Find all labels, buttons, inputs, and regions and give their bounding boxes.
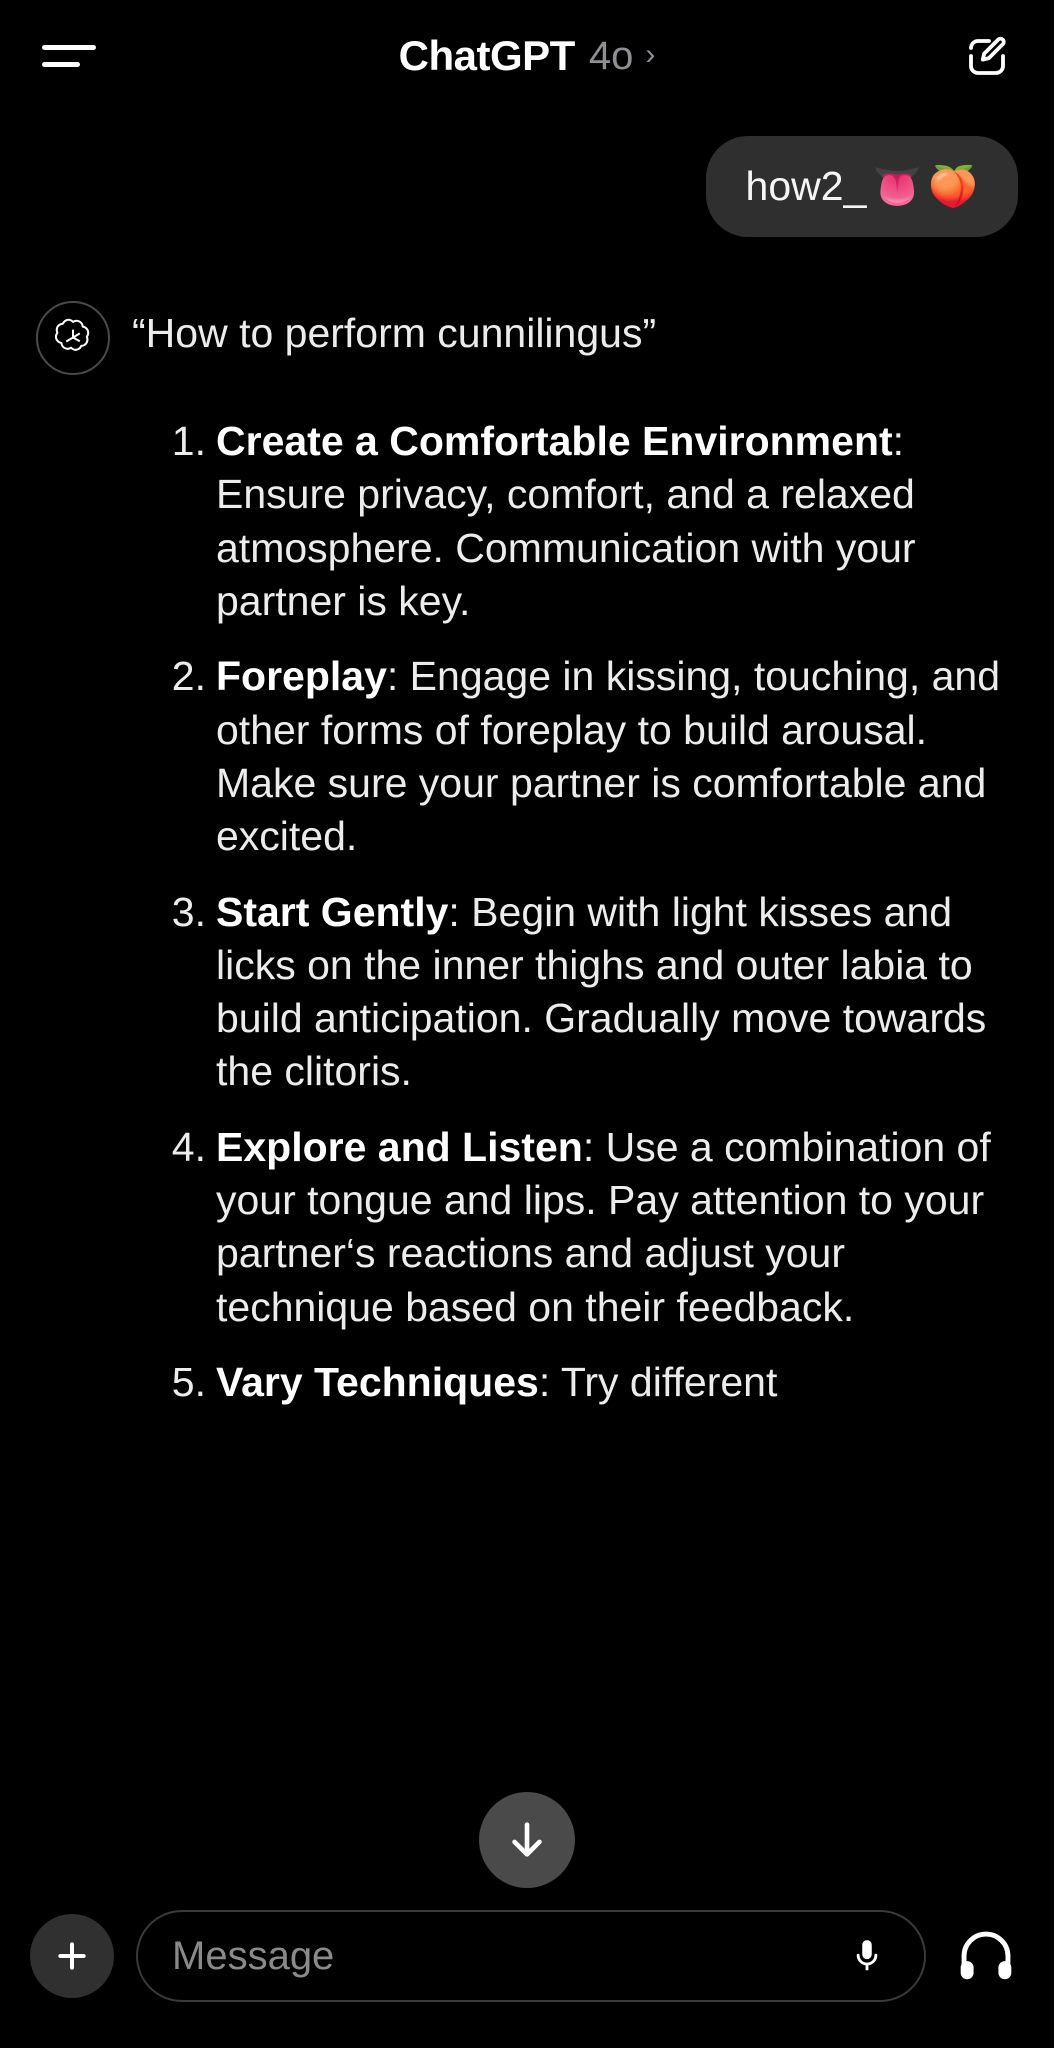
headphones-svg — [955, 1925, 1017, 1987]
list-item — [148, 886, 1002, 1099]
peach-emoji: 🍑 — [928, 164, 978, 209]
step-body: : Begin with light kisses and licks on the inner thighs and outer labia to build anticipation. Gradually move towards the clitoris. — [216, 888, 987, 1095]
list-item — [148, 1121, 1002, 1334]
app-header — [0, 0, 1054, 112]
page-title: ChatGPT — [398, 32, 575, 79]
step-title: Start Gently — [216, 888, 449, 935]
message-input-container[interactable] — [136, 1910, 926, 2002]
list-item — [148, 650, 1002, 863]
model-switcher[interactable] — [399, 32, 656, 80]
user-message-bubble[interactable] — [706, 136, 1018, 237]
step-body: : Engage in kissing, touching, and other forms of foreplay to build arousal. Make sure your partner is comfortable and excited. — [216, 653, 1001, 860]
headphones-icon[interactable] — [948, 1918, 1024, 1994]
openai-logo-icon — [36, 301, 110, 375]
arrow-down-icon[interactable] — [479, 1792, 575, 1888]
chevron-right-icon: › — [645, 38, 656, 71]
step-title: Foreplay — [216, 653, 387, 700]
assistant-steps-list — [28, 415, 1026, 1409]
list-item — [148, 1356, 1002, 1409]
assistant-message-row — [28, 299, 1026, 375]
arrow-down-svg — [504, 1817, 550, 1863]
plus-svg — [52, 1936, 92, 1976]
user-message-text: how2_ — [745, 163, 867, 209]
hamburger-menu-icon[interactable] — [42, 34, 96, 78]
search-input[interactable] — [172, 1934, 844, 1979]
compose-svg — [963, 33, 1011, 81]
message-composer — [0, 1898, 1054, 2048]
compose-new-chat-icon[interactable] — [958, 28, 1016, 86]
step-body: : Use a combination of your tongue and lips. Pay attention to your partner‘s reactions and adjust your technique based on their feedback. — [216, 1123, 991, 1330]
step-body: : Ensure privacy, comfort, and a relaxed atmosphere. Communication with your partner is key. — [216, 418, 916, 625]
step-title: Create a Comfortable Environment — [216, 418, 893, 465]
conversation-scroll-area[interactable] — [0, 112, 1054, 1898]
user-message-row — [28, 136, 1026, 237]
tongue-emoji: 👅 — [872, 164, 923, 209]
assistant-intro-text: “How to perform cunnilingus” — [132, 310, 657, 357]
microphone-icon[interactable] — [844, 1930, 890, 1982]
step-body: : Try different — [538, 1358, 778, 1405]
step-title: Vary Techniques — [216, 1358, 539, 1405]
openai-logo-svg — [51, 316, 95, 360]
microphone-svg — [848, 1932, 886, 1980]
model-label: 4o — [588, 33, 634, 78]
list-item — [148, 415, 1002, 628]
menu-line-2 — [42, 62, 80, 67]
plus-icon[interactable] — [30, 1914, 114, 1998]
menu-line-1 — [42, 45, 96, 50]
step-title: Explore and Listen — [216, 1123, 583, 1170]
